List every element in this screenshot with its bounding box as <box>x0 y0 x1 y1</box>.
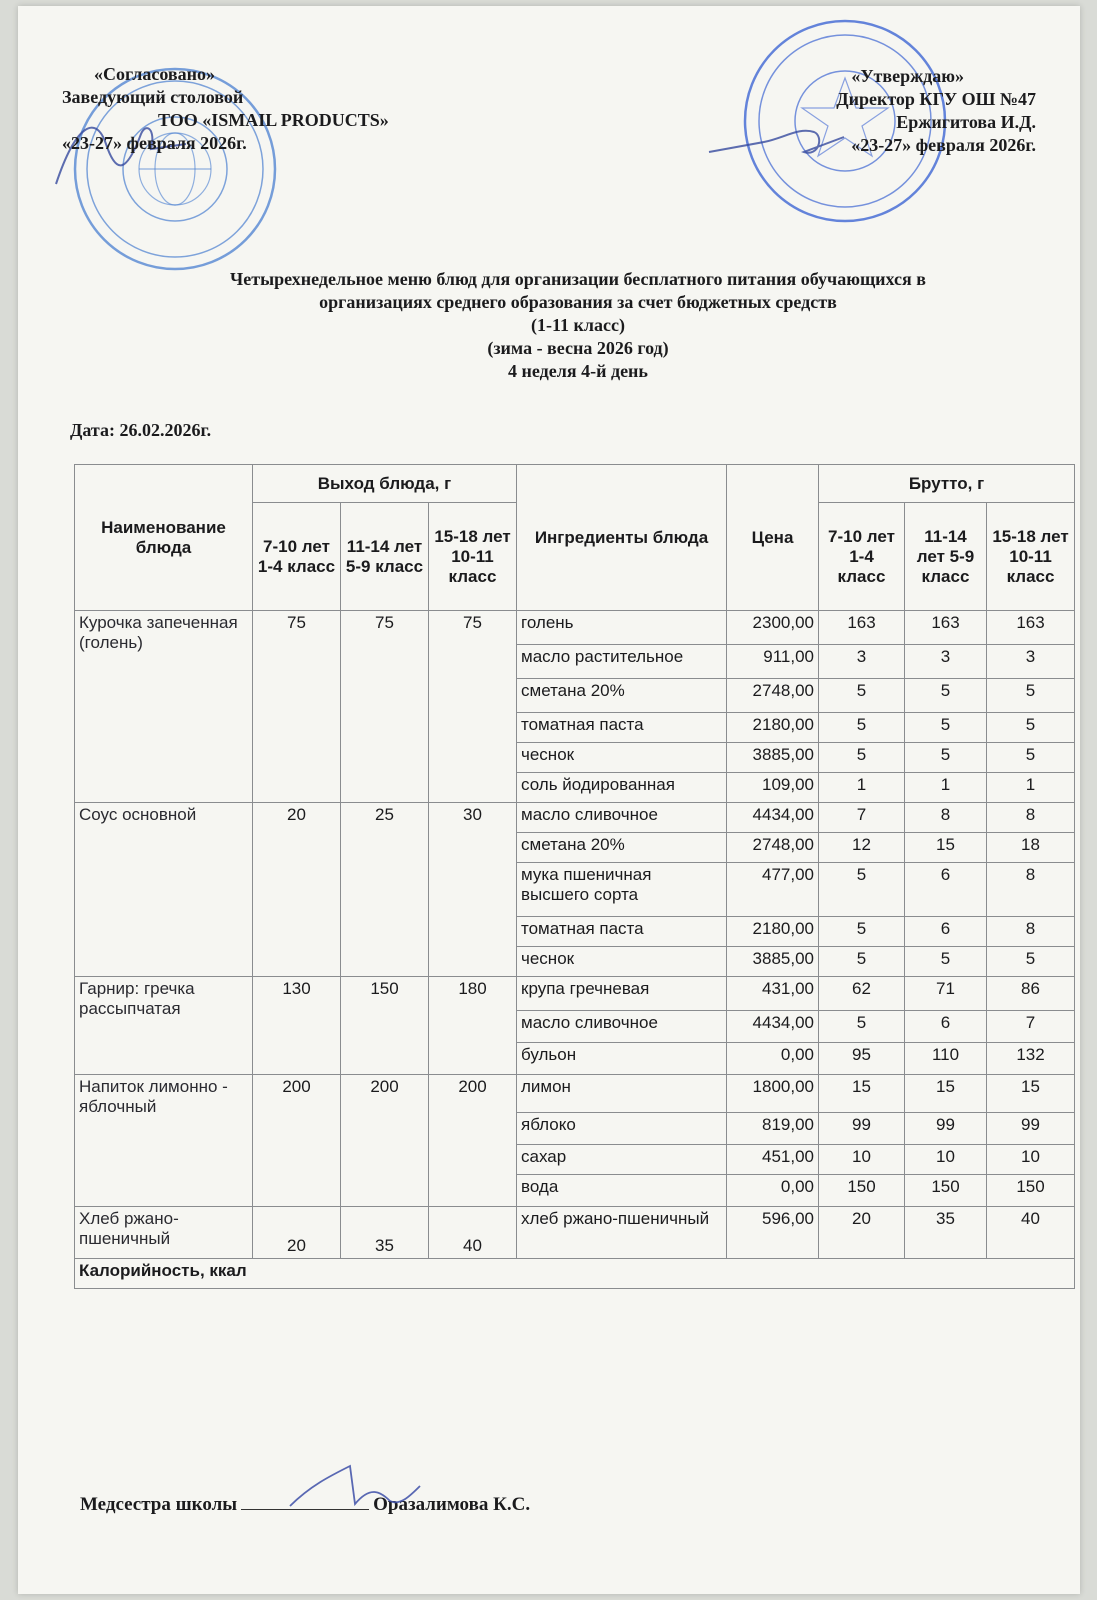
gross-age2: 110 <box>905 1043 987 1075</box>
gross-age3: 10 <box>987 1145 1075 1175</box>
table-row <box>75 1207 1075 1259</box>
gross-age2: 5 <box>905 679 987 713</box>
ingredient-name: сметана 20% <box>517 679 727 713</box>
gross-age1: 10 <box>819 1145 905 1175</box>
gross-age3: 99 <box>987 1113 1075 1145</box>
gross-age3: 150 <box>987 1175 1075 1207</box>
gross-age3: 5 <box>987 713 1075 743</box>
gross-age2: 6 <box>905 1011 987 1043</box>
gross-age2: 150 <box>905 1175 987 1207</box>
dish-output-age2: 200 <box>341 1075 429 1207</box>
gross-age1: 7 <box>819 803 905 833</box>
ingredient-price: 3885,00 <box>727 947 819 977</box>
approval-right-line2: Директор КГУ ОШ №47 <box>836 89 1036 109</box>
gross-age1: 1 <box>819 773 905 803</box>
gross-age2: 5 <box>905 947 987 977</box>
dish-output-age3: 180 <box>429 977 517 1075</box>
ingredient-price: 819,00 <box>727 1113 819 1145</box>
title-line5: 4 неделя 4-й день <box>508 361 648 381</box>
ingredient-name: яблоко <box>517 1113 727 1145</box>
ingredient-name: крупа гречневая <box>517 977 727 1011</box>
title-line1: Четырехнедельное меню блюд для организации бесплатного питания обучающихся в <box>230 269 926 289</box>
document-title <box>98 268 1058 383</box>
dish-output-age2: 150 <box>341 977 429 1075</box>
ingredient-price: 451,00 <box>727 1145 819 1175</box>
table-row <box>75 803 1075 833</box>
approval-right-line4: «23-27» февраля 2026г. <box>851 135 1036 155</box>
gross-age3: 86 <box>987 977 1075 1011</box>
ingredient-name: томатная паста <box>517 917 727 947</box>
title-line2: организациях среднего образования за счет бюджетных средств <box>319 292 837 312</box>
gross-age3: 132 <box>987 1043 1075 1075</box>
gross-age2: 3 <box>905 645 987 679</box>
ingredient-price: 2748,00 <box>727 833 819 863</box>
footer-name: Оразалимова К.С. <box>373 1494 531 1515</box>
ingredient-name: бульон <box>517 1043 727 1075</box>
dish-output-age3: 75 <box>429 611 517 803</box>
ingredient-price: 596,00 <box>727 1207 819 1259</box>
ingredient-name: голень <box>517 611 727 645</box>
dish-output-age2: 35 <box>341 1207 429 1259</box>
gross-age1: 163 <box>819 611 905 645</box>
ingredient-name: лимон <box>517 1075 727 1113</box>
gross-age3: 40 <box>987 1207 1075 1259</box>
ingredient-name: хлеб ржано-пшеничный <box>517 1207 727 1259</box>
dish-output-age3: 40 <box>429 1207 517 1259</box>
dish-name: Курочка запеченная (голень) <box>75 611 253 803</box>
gross-age1: 20 <box>819 1207 905 1259</box>
ingredient-price: 0,00 <box>727 1175 819 1207</box>
gross-age2: 5 <box>905 713 987 743</box>
calorie-label: Калорийность, ккал <box>75 1259 1075 1289</box>
gross-age1: 12 <box>819 833 905 863</box>
ingredient-price: 109,00 <box>727 773 819 803</box>
gross-age1: 5 <box>819 947 905 977</box>
ingredient-name: сметана 20% <box>517 833 727 863</box>
gross-age1: 95 <box>819 1043 905 1075</box>
gross-age2: 6 <box>905 863 987 917</box>
table-row <box>75 977 1075 1011</box>
ingredient-name: масло сливочное <box>517 1011 727 1043</box>
header-dish-name: Наименование блюда <box>75 465 253 611</box>
gross-age2: 8 <box>905 803 987 833</box>
gross-age2: 99 <box>905 1113 987 1145</box>
ingredient-name: масло сливочное <box>517 803 727 833</box>
nurse-signature <box>280 1446 430 1516</box>
calorie-row <box>75 1259 1075 1289</box>
ingredient-name: чеснок <box>517 743 727 773</box>
gross-age3: 3 <box>987 645 1075 679</box>
dish-output-age1: 75 <box>253 611 341 803</box>
ingredient-name: соль йодированная <box>517 773 727 803</box>
menu-table <box>74 464 1075 1289</box>
gross-age1: 150 <box>819 1175 905 1207</box>
dish-output-age2: 25 <box>341 803 429 977</box>
ingredient-name: мука пшеничная высшего сорта <box>517 863 727 917</box>
ingredient-price: 2180,00 <box>727 713 819 743</box>
gross-age2: 10 <box>905 1145 987 1175</box>
footer-role: Медсестра школы <box>80 1494 238 1515</box>
header-output: Выход блюда, г <box>253 465 517 503</box>
ingredient-price: 4434,00 <box>727 803 819 833</box>
ingredient-name: масло растительное <box>517 645 727 679</box>
gross-age1: 99 <box>819 1113 905 1145</box>
dish-output-age2: 75 <box>341 611 429 803</box>
ingredient-name: вода <box>517 1175 727 1207</box>
dish-name: Гарнир: гречка рассыпчатая <box>75 977 253 1075</box>
table-row <box>75 611 1075 645</box>
title-line3: (1-11 класс) <box>531 315 625 335</box>
gross-age2: 35 <box>905 1207 987 1259</box>
approval-left-line4: «23-27» февраля 2026г. <box>62 133 247 153</box>
gross-age1: 5 <box>819 713 905 743</box>
gross-age2: 163 <box>905 611 987 645</box>
dish-output-age1: 20 <box>253 1207 341 1259</box>
header-gross: Брутто, г <box>819 465 1075 503</box>
gross-age1: 5 <box>819 679 905 713</box>
title-line4: (зима - весна 2026 год) <box>487 338 669 358</box>
dish-output-age1: 20 <box>253 803 341 977</box>
approval-right-line3: Ержигитова И.Д. <box>896 112 1036 132</box>
ingredient-name: томатная паста <box>517 713 727 743</box>
ingredient-price: 2300,00 <box>727 611 819 645</box>
dish-name: Хлеб ржано-пшеничный <box>75 1207 253 1259</box>
gross-age3: 163 <box>987 611 1075 645</box>
ingredient-price: 0,00 <box>727 1043 819 1075</box>
gross-age3: 5 <box>987 947 1075 977</box>
gross-age1: 62 <box>819 977 905 1011</box>
approval-right-line1: «Утверждаю» <box>851 66 964 86</box>
header-ingredients: Ингредиенты блюда <box>517 465 727 611</box>
header-output-age3: 15-18 лет 10-11 класс <box>429 503 517 611</box>
gross-age1: 5 <box>819 863 905 917</box>
dish-name: Напиток лимонно - яблочный <box>75 1075 253 1207</box>
header-gross-age1: 7-10 лет 1-4 класс <box>819 503 905 611</box>
approval-left <box>62 63 482 155</box>
ingredient-price: 2748,00 <box>727 679 819 713</box>
gross-age3: 8 <box>987 863 1075 917</box>
gross-age3: 8 <box>987 803 1075 833</box>
gross-age3: 5 <box>987 743 1075 773</box>
ingredient-price: 911,00 <box>727 645 819 679</box>
gross-age3: 15 <box>987 1075 1075 1113</box>
header-price: Цена <box>727 465 819 611</box>
dish-output-age3: 30 <box>429 803 517 977</box>
ingredient-name: сахар <box>517 1145 727 1175</box>
gross-age2: 6 <box>905 917 987 947</box>
gross-age3: 8 <box>987 917 1075 947</box>
gross-age3: 18 <box>987 833 1075 863</box>
gross-age2: 1 <box>905 773 987 803</box>
dish-output-age1: 130 <box>253 977 341 1075</box>
ingredient-price: 4434,00 <box>727 1011 819 1043</box>
ingredient-price: 2180,00 <box>727 917 819 947</box>
document-page <box>18 6 1080 1594</box>
dish-output-age3: 200 <box>429 1075 517 1207</box>
header-output-age2: 11-14 лет 5-9 класс <box>341 503 429 611</box>
gross-age3: 1 <box>987 773 1075 803</box>
gross-age1: 5 <box>819 743 905 773</box>
gross-age2: 5 <box>905 743 987 773</box>
gross-age3: 5 <box>987 679 1075 713</box>
ingredient-price: 477,00 <box>727 863 819 917</box>
approval-left-line3: ТОО «ISMAIL PRODUCTS» <box>158 110 389 130</box>
gross-age2: 15 <box>905 1075 987 1113</box>
ingredient-name: чеснок <box>517 947 727 977</box>
document-date: Дата: 26.02.2026г. <box>70 420 212 440</box>
gross-age1: 15 <box>819 1075 905 1113</box>
gross-age1: 3 <box>819 645 905 679</box>
approval-left-line2: Заведующий столовой <box>62 87 244 107</box>
gross-age1: 5 <box>819 1011 905 1043</box>
ingredient-price: 431,00 <box>727 977 819 1011</box>
gross-age2: 71 <box>905 977 987 1011</box>
ingredient-price: 3885,00 <box>727 743 819 773</box>
table-row <box>75 1075 1075 1113</box>
header-gross-age2: 11-14 лет 5-9 класс <box>905 503 987 611</box>
gross-age1: 5 <box>819 917 905 947</box>
dish-name: Соус основной <box>75 803 253 977</box>
approval-left-line1: «Согласовано» <box>94 64 215 84</box>
gross-age2: 15 <box>905 833 987 863</box>
ingredient-price: 1800,00 <box>727 1075 819 1113</box>
approval-right <box>766 65 1036 157</box>
header-output-age1: 7-10 лет 1-4 класс <box>253 503 341 611</box>
gross-age3: 7 <box>987 1011 1075 1043</box>
header-gross-age3: 15-18 лет 10-11 класс <box>987 503 1075 611</box>
dish-output-age1: 200 <box>253 1075 341 1207</box>
